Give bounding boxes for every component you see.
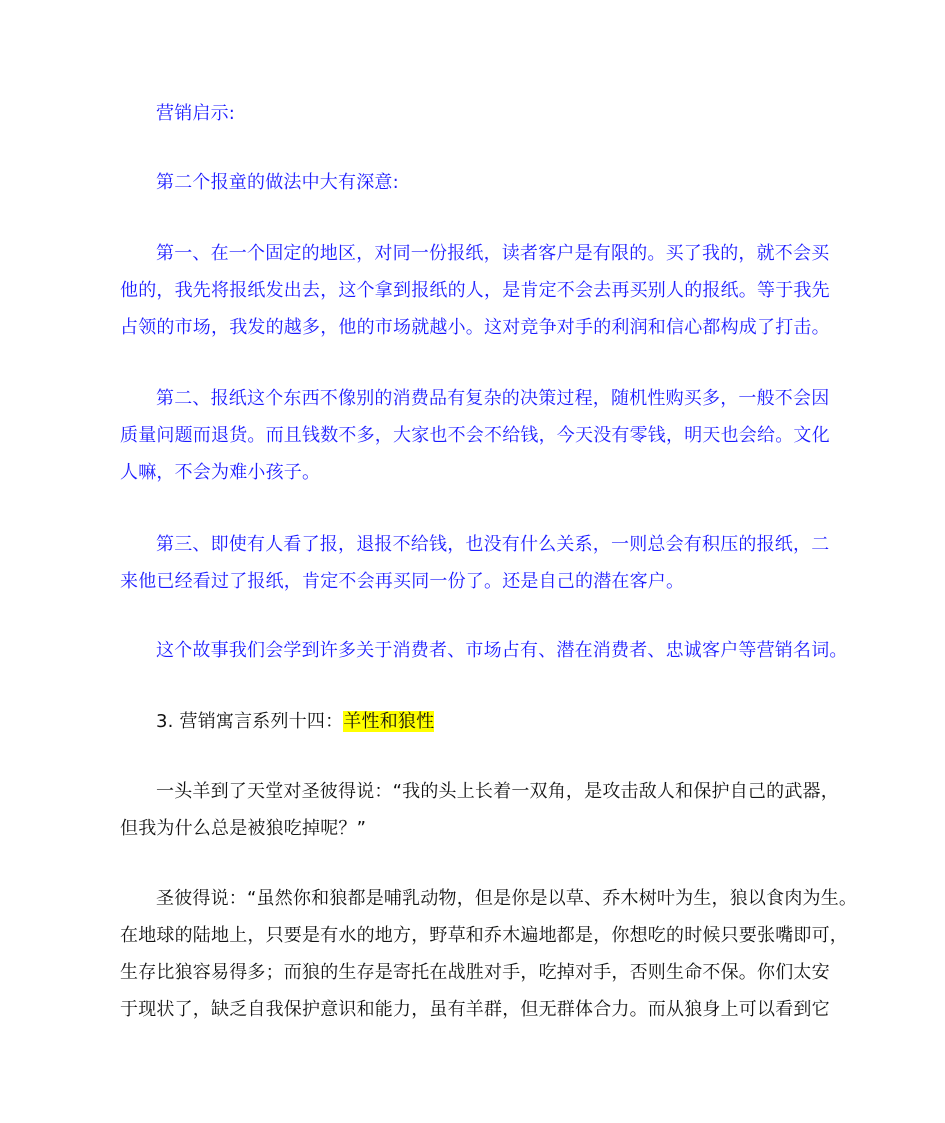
- text-line: 于现状了，缺乏自我保护意识和能力，虽有羊群，但无群体合力。而从狼身上可以看到它: [120, 999, 830, 1020]
- text-line: 质量问题而退货。而且钱数不多，大家也不会不给钱，今天没有零钱，明天也会给。文化: [120, 425, 830, 446]
- paragraph-story-one: [120, 773, 839, 847]
- heading-approach: 第二个报童的做法中大有深意:: [156, 172, 399, 193]
- text-line: 一头羊到了天堂对圣彼得说：“我的头上长着一双角，是攻击敌人和保护自己的武器，: [156, 781, 839, 802]
- paragraph-point-one: [120, 235, 830, 346]
- section-heading: [120, 703, 830, 740]
- section-prefix: 3. 营销寓言系列十四：: [156, 711, 344, 732]
- text-line: 第二、报纸这个东西不像别的消费品有复杂的决策过程，随机性购买多，一般不会因: [156, 388, 830, 409]
- text-line: 占领的市场，我发的越多，他的市场就越小。这对竞争对手的利润和信心都构成了打击。: [120, 317, 830, 338]
- paragraph-story-two: [120, 880, 858, 1028]
- text-line: 人嘛，不会为难小孩子。: [120, 462, 321, 483]
- section-title-highlight: 羊性和狼性: [343, 711, 435, 732]
- text-line: 第一、在一个固定的地区，对同一份报纸，读者客户是有限的。买了我的，就不会买: [156, 243, 830, 264]
- text-line: 来他已经看过了报纸，肯定不会再买同一份了。还是自己的潜在客户。: [120, 571, 685, 592]
- text-line: 但我为什么总是被狼吃掉呢？”: [120, 818, 367, 839]
- paragraph-point-three: [120, 526, 830, 600]
- text-line: 生存比狼容易得多；而狼的生存是寄托在战胜对手，吃掉对手，否则生命不保。你们太安: [120, 962, 830, 983]
- paragraph-point-two: [120, 380, 830, 491]
- heading-insight: 营销启示:: [156, 103, 236, 124]
- text-line: 在地球的陆地上，只要是有水的地方，野草和乔木遍地都是，你想吃的时候只要张嘴即可，: [120, 925, 848, 946]
- text-line: 第三、即使有人看了报，退报不给钱，也没有什么关系，一则总会有积压的报纸，二: [156, 534, 830, 555]
- text-line: 他的，我先将报纸发出去，这个拿到报纸的人，是肯定不会去再买别人的报纸。等于我先: [120, 280, 830, 301]
- text-line: 圣彼得说：“虽然你和狼都是哺乳动物，但是你是以草、乔木树叶为生，狼以食肉为生。: [156, 888, 858, 909]
- paragraph-summary: 这个故事我们会学到许多关于消费者、市场占有、潜在消费者、忠诚客户等营销名词。: [156, 640, 848, 661]
